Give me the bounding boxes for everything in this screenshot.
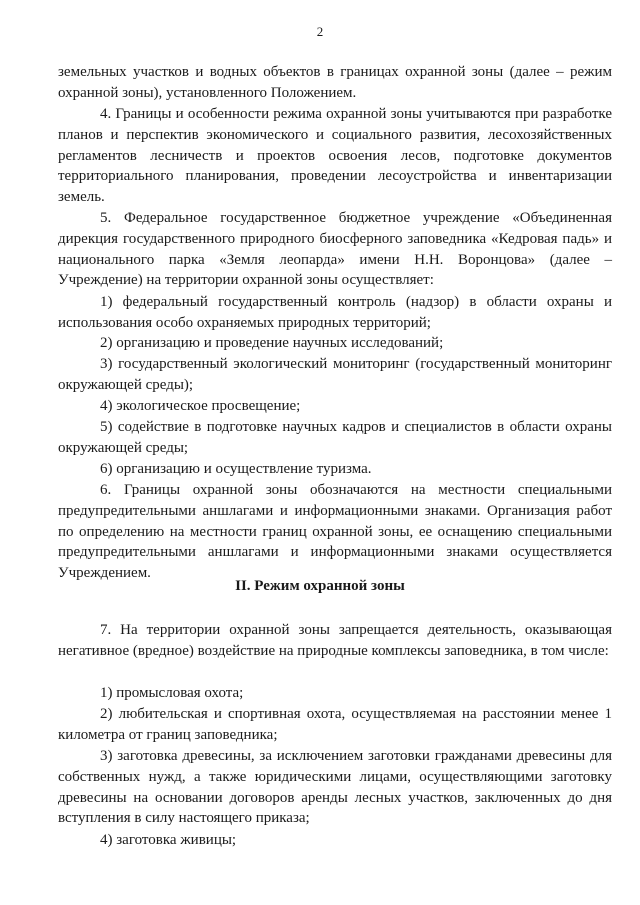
paragraph-4: 4. Границы и особенности режима охранной зоны учитываются при разработке планов и перспектив экономического и социального развития, лесохозяйственных регламентов лесничеств и проектов освоения лесов, подготовке документов территориального планирования, проведении лесоустройства и инвентаризации земель. — [58, 106, 612, 206]
list-item: 1) промысловая охота; — [100, 685, 244, 701]
list-item: 4) экологическое просвещение; — [100, 398, 301, 414]
list-item: 1) федеральный государственный контроль (надзор) в области охраны и использования особо охраняемых природных территорий; — [58, 294, 612, 331]
list-item: 3) государственный экологический мониторинг (государственный мониторинг окружающей среды); — [58, 356, 612, 393]
list-item: 3) заготовка древесины, за исключением заготовки гражданами древесины для собственных нужд, а также юридическими лицами, осуществляющими заготовку древесины на основании договоров аренды лесных участков, заключенных до дня вступления в силу настоящего приказа; — [58, 748, 612, 827]
list-item: 2) любительская и спортивная охота, осуществляемая на расстоянии менее 1 километра от границ заповедника; — [58, 706, 612, 743]
list-item: 6) организацию и осуществление туризма. — [100, 461, 372, 477]
list-item: 5) содействие в подготовке научных кадров и специалистов в области охраны окружающей среды; — [58, 419, 612, 456]
list-item: 2) организацию и проведение научных исследований; — [100, 335, 444, 351]
paragraph-6: 6. Границы охранной зоны обозначаются на местности специальными предупредительными аншлагами и информационными знаками. Организация работ по определению на местности границ охранной зоны, ее оснащению специальными предупредительными аншлагами и информационными знаками осуществляется Учреждением. — [58, 482, 612, 582]
paragraph-continuation: земельных участков и водных объектов в границах охранной зоны (далее – режим охранной зоны), установленного Положением. — [58, 64, 612, 101]
section-heading: II. Режим охранной зоны — [235, 578, 405, 594]
list-item: 4) заготовка живицы; — [100, 832, 237, 848]
page-number: 2 — [316, 24, 324, 39]
paragraph-5: 5. Федеральное государственное бюджетное учреждение «Объединенная дирекция государственного природного биосферного заповедника «Кедровая падь» и национального парка «Земля леопарда» имени Н.Н. Воронцова» (далее – Учреждение) на территории охранной зоны осуществляет: — [58, 210, 612, 289]
paragraph-7: 7. На территории охранной зоны запрещается деятельность, оказывающая негативное (вредное) воздействие на природные комплексы заповедника, в том числе: — [58, 622, 612, 659]
